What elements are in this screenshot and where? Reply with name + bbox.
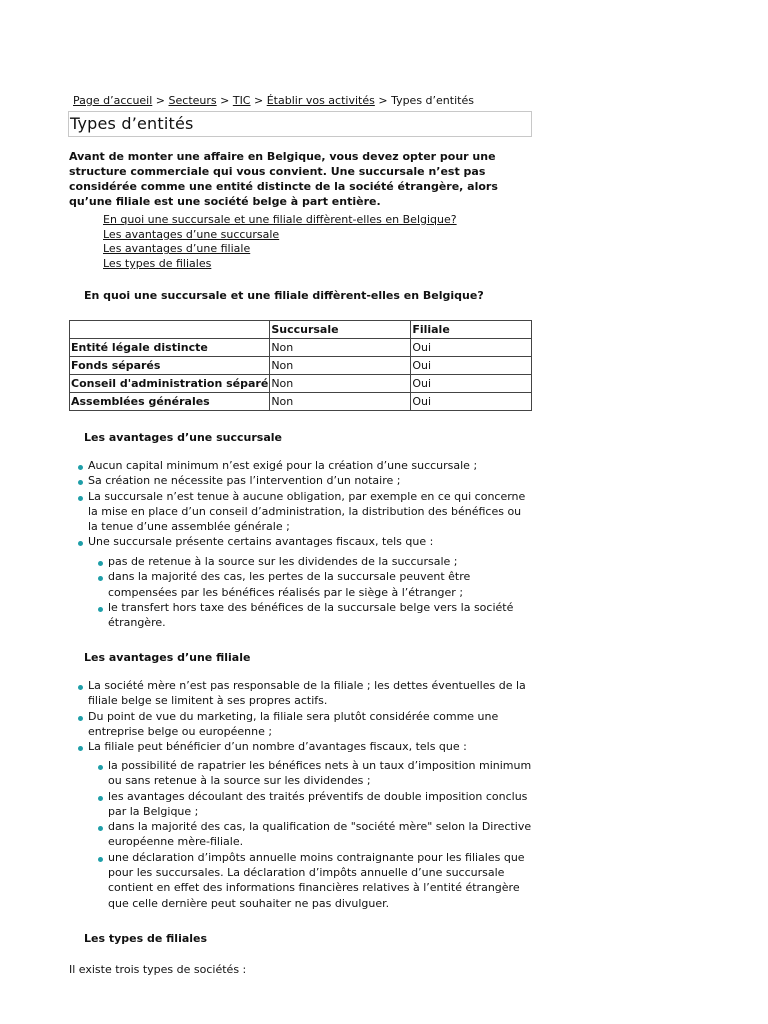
table-header-cell [70, 321, 270, 339]
table-row [70, 375, 532, 393]
table-cell: Non [270, 375, 411, 393]
list-item: les avantages découlant des traités préventifs de double imposition conclus par la Belgique ; [98, 789, 533, 820]
page-title: Types d’entités [70, 114, 194, 133]
list-item: dans la majorité des cas, la qualification de "société mère" selon la Directive européenne mère-filiale. [98, 819, 533, 850]
table-header-cell: Succursale [270, 321, 411, 339]
list-item: le transfert hors taxe des bénéfices de la succursale belge vers la société étrangère. [98, 600, 533, 631]
breadcrumb-sectors-link[interactable]: Secteurs [168, 94, 217, 107]
breadcrumb-separator: > [254, 94, 264, 107]
branch-advantages-list [78, 458, 533, 550]
breadcrumb-separator: > [220, 94, 230, 107]
section-heading-differences: En quoi une succursale et une filiale diffèrent-elles en Belgique? [84, 289, 484, 302]
list-item: dans la majorité des cas, les pertes de la succursale peuvent être compensées par les bénéfices réalisés par le siège à l’étranger ; [98, 569, 533, 600]
table-cell: Oui [411, 393, 532, 411]
list-item: La filiale peut bénéficier d’un nombre d’avantages fiscaux, tels que : [78, 739, 533, 754]
list-item: Aucun capital minimum n’est exigé pour la création d’une succursale ; [78, 458, 533, 473]
breadcrumb-tic-link[interactable]: TIC [232, 94, 251, 107]
table-cell: Oui [411, 357, 532, 375]
breadcrumb-current: Types d’entités [391, 94, 474, 107]
table-row [70, 357, 532, 375]
table-header-row [70, 321, 532, 339]
breadcrumb-separator: > [378, 94, 388, 107]
list-item: Du point de vue du marketing, la filiale sera plutôt considérée comme une entreprise belge ou européenne ; [78, 709, 533, 740]
toc-link-subsidiary-types[interactable]: Les types de filiales [103, 257, 212, 271]
list-item: La succursale n’est tenue à aucune obligation, par exemple en ce qui concerne la mise en place d’un conseil d’administration, la distribution des bénéfices ou la tenue d’une assemblée générale ; [78, 489, 533, 535]
table-row-label: Assemblées générales [70, 393, 270, 411]
list-item: une déclaration d’impôts annuelle moins contraignante pour les filiales que pour les succursales. La déclaration d’impôts annuelle d’une succursale contient en effet des informations financières relatives à l’entité étrangère que celle dernière peut souhaiter ne pas divulguer. [98, 850, 533, 911]
section-heading-branch: Les avantages d’une succursale [84, 431, 282, 444]
toc-link-subsidiary-advantages[interactable]: Les avantages d’une filiale [103, 242, 251, 256]
comparison-table [69, 320, 532, 411]
closing-text: Il existe trois types de sociétés : [69, 963, 247, 976]
section-heading-subsidiary: Les avantages d’une filiale [84, 651, 251, 664]
toc-link-branch-advantages[interactable]: Les avantages d’une succursale [103, 227, 280, 241]
table-row-label: Entité légale distincte [70, 339, 270, 357]
table-row [70, 393, 532, 411]
table-cell: Non [270, 357, 411, 375]
table-cell: Oui [411, 339, 532, 357]
table-row-label: Conseil d'administration séparé [70, 375, 270, 393]
table-cell: Non [270, 339, 411, 357]
branch-tax-advantages-list [98, 554, 533, 630]
list-item: la possibilité de rapatrier les bénéfices nets à un taux d’imposition minimum ou sans retenue à la source sur les dividendes ; [98, 758, 533, 789]
table-of-contents [103, 213, 457, 272]
intro-paragraph: Avant de monter une affaire en Belgique, vous devez opter pour une structure commerciale qui vous convient. Une succursale n’est pas considérée comme une entité distincte de la société étrangère, alors qu’une filiale est une société belge à part entière. [69, 150, 498, 208]
list-item: pas de retenue à la source sur les dividendes de la succursale ; [98, 554, 533, 569]
breadcrumb-establish-link[interactable]: Établir vos activités [266, 94, 375, 107]
list-item: Une succursale présente certains avantages fiscaux, tels que : [78, 534, 533, 549]
breadcrumb-home-link[interactable]: Page d’accueil [73, 94, 153, 107]
table-row [70, 339, 532, 357]
list-item: La société mère n’est pas responsable de la filiale ; les dettes éventuelles de la filiale belge se limitent à ses propres actifs. [78, 678, 533, 709]
table-cell: Non [270, 393, 411, 411]
subsidiary-advantages-list [78, 678, 533, 754]
subsidiary-tax-advantages-list [98, 758, 533, 911]
page-title-box [68, 111, 532, 137]
breadcrumb-separator: > [155, 94, 166, 107]
toc-link-differences[interactable]: En quoi une succursale et une filiale diffèrent-elles en Belgique? [103, 213, 457, 226]
list-item: Sa création ne nécessite pas l’intervention d’un notaire ; [78, 473, 533, 488]
table-header-cell: Filiale [411, 321, 532, 339]
section-heading-subsidiary-types: Les types de filiales [84, 932, 208, 945]
table-row-label: Fonds séparés [70, 357, 270, 375]
table-cell: Oui [411, 375, 532, 393]
breadcrumb [73, 94, 474, 107]
